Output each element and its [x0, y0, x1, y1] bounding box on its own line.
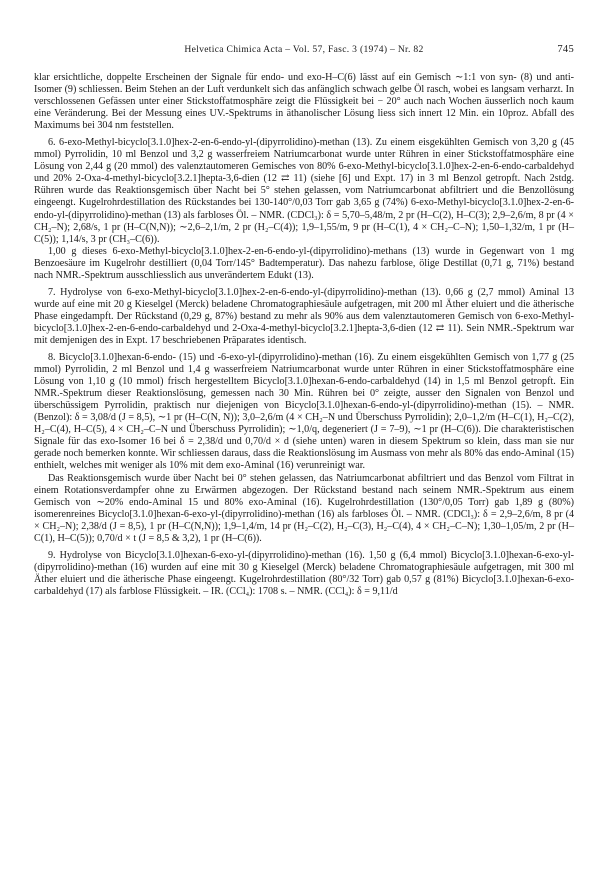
journal-citation: Helvetica Chimica Acta – Vol. 57, Fasc. 3 (1974) – Nr. 82	[184, 44, 424, 55]
paragraph-experiment-9: 9. Hydrolyse von Bicyclo[3.1.0]hexan-6-exo-yl-(dipyrrolidino)-methan (16). 1,50 g (6,4 mmol) Bicyclo[3.1.0]hexan-6-exo-yl-(dipyrrolidino)-methan (16) wurden auf eine mit 30 g Kieselgel (Merck) beladene Chromatographiesäule aufgetragen, mit 300 ml Äther eluiert und die ätherische Phase eingeengt. Kugelrohrdestillation (80°/32 Torr) gab 0,57 g (81%) Bicyclo[3.1.0]hexan-6-exo-carbaldehyd (17) als farblose Flüssigkeit. – IR. (CCl₄): 1708 s. – NMR. (CCl₄): δ = 9,11/d	[34, 549, 574, 597]
paragraph-experiment-6-distillation: 1,00 g dieses 6-exo-Methyl-bicyclo[3.1.0]hex-2-en-6-endo-yl-(dipyrrolidino)-methans (13) wurde in Gegenwart von 1 mg Benzoesäure im Kugelrohr destilliert (0,04 Torr/145° Badtemperatur). Das nahezu farblose, ölige Destillat (0,71 g, 71%) bestand nach NMR.-Spektrum ausschliesslich aus unverändertem Edukt (13).	[34, 245, 574, 281]
paragraph-experiment-6: 6. 6-exo-Methyl-bicyclo[3.1.0]hex-2-en-6-endo-yl-(dipyrrolidino)-methan (13). Zu einem eisgekühlten Gemisch von 3,20 g (45 mmol) Pyrrolidin, 10 ml Benzol und 3,2 g wasserfreiem Natriumcarbonat wurde unter Rühren in einer Stickstoffatmosphäre eine Lösung von 2,44 g (20 mmol) des valenztautomeren Gemisches von 80% 6-exo-Methyl-bicyclo[3.1.0]hex-2-en-6-endo-carbaldehyd und 20% 2-Oxa-4-methyl-bicyclo[3.2.1]hepta-3,6-dien (12 ⇄ 11) (siehe [6] und Expt. 17) in 3 ml Benzol getropft. Nach 2stdg. Rühren wurde das Reaktionsgemisch über Nacht bei 5° stehen gelassen, vom Natriumcarbonat abfiltriert und die Benzollösung eingeengt. Kugelrohrdestillation des Rückstandes bei 130-140°/0,03 Torr gab 3,65 g (74%) 6-exo-Methyl-bicyclo[3.1.0]hex-2-en-6-endo-yl-(dipyrrolidino)-methan (13) als farbloses Öl. – NMR. (CDCl₃): δ = 5,70–5,48/m, 2 pr (H–C(2), H–C(3); 2,9–2,6/m, 8 pr (4 × CH₂–N); 2,68/s, 1 pr (H–C(N,N)); ∼2,6–2,1/m, 2 pr (H₂–C(4)); 1,9–1,55/m, 9 pr (H–C(1), 4 × CH₂–C–N); 1,50–1,32/m, 1 pr (H–C(5)); 1,14/s, 3 pr (CH₃–C(6)).	[34, 137, 574, 245]
paragraph-continuation: klar ersichtliche, doppelte Erscheinen der Signale für endo- und exo-H–C(6) lässt auf ein Gemisch ∼1:1 von syn- (8) und anti-Isomer (9) schliessen. Beim Stehen an der Luft verdunkelt sich das anfänglich schwach gelbe Öl rasch, wobei es langsam verharzt. In verschlossenen Gefässen unter einer Stickstoffatmosphäre zeigt die Flüssigkeit bei − 20° auch nach Wochen äusserlich noch kaum eine Veränderung. Bei der Messung eines UV.-Spektrums in äthanolischer Lösung liess sich innert 12 Min. ein 10proz. Abfall des Maximums bei 304 nm feststellen.	[34, 72, 574, 132]
paragraph-experiment-8-workup: Das Reaktionsgemisch wurde über Nacht bei 0° stehen gelassen, das Natriumcarbonat abfiltriert und das Benzol vom Filtrat in einem Rotationsverdampfer ohne zu Erwärmen abgezogen. Der Rückstand bestand nach seinem NMR.-Spektrum aus einem Gemisch von ∼20% endo-Aminal 15 und 80% exo-Aminal (16). Kugelrohrdestillation (130°/0,05 Torr) gab 1,89 g (80%) isomerenreines Bicyclo[3.1.0]hexan-6-exo-yl-(dipyrrolidino)-methan (16) als farbloses Öl. – NMR. (CDCl₃): δ = 2,9–2,6/m, 8 pr (4 × CH₂–N); 2,38/d (J = 8,5), 1 pr (H–C(N,N)); 1,9–1,4/m, 14 pr (H₂–C(2), H₂–C(3), H₂–C(4), 4 × CH₂–C–N); 1,30–1,05/m, 2 pr (H–C(1), H–C(5)); 0,70/d × t (J = 8,5 & 3,2), 1 pr (H–C(6)).	[34, 472, 574, 544]
running-head	[34, 44, 574, 60]
journal-page	[34, 44, 574, 598]
article-body	[34, 72, 574, 598]
page-number: 745	[557, 44, 574, 55]
paragraph-experiment-8: 8. Bicyclo[3.1.0]hexan-6-endo- (15) und -6-exo-yl-(dipyrrolidino)-methan (16). Zu einem eisgekühlten Gemisch von 1,77 g (25 mmol) Pyrrolidin, 2 ml Benzol und 1,4 g wasserfreiem Natriumcarbonat wurde unter Rühren in einer Stickstoffatmosphäre eine Lösung von 1,10 g (10 mmol) frisch hergestelltem Bicyclo[3.1.0]hexan-6-endo-carbaldehyd (14) in 1,5 ml Benzol getropft. Ein NMR.-Spektrum dieser Reaktionslösung, gemessen nach 30 Min. Rühren bei 0° zeigte, ausser den Signalen von Benzol und überschüssigem Pyrrolidin, praktisch nur diejenigen von Bicyclo[3.1.0]hexan-6-endo-yl-(dipyrrolidino)-methan (15). – NMR. (Benzol): δ = 3,08/d (J = 8,5), ∼1 pr (H–C(N, N)); 3,0–2,6/m (4 × CH₂–N und Überschuss Pyrrolidin); 2,0–1,2/m (H–C(1), H₂–C(2), H₂–C(4), H–C(5), 4 × CH₂–C–N und Überschuss Pyrrolidin); ∼1,0/q, degeneriert (J = 7–9), ∼1 pr (H–C(6)). Die charakteristischen Signale für das exo-Isomer 16 bei δ = 2,38/d und 0,70/d × d (siehe unten) waren in diesem Spektrum so klein, dass man sie nur gerade noch bemerken konnte. Wir schliessen daraus, dass die Reaktionslösung im Ausmass von mehr als 80% das endo-Aminal (15) enthielt, welches mit weniger als 10% mit dem exo-Aminal (16) verunreinigt war.	[34, 352, 574, 472]
paragraph-experiment-7: 7. Hydrolyse von 6-exo-Methyl-bicyclo[3.1.0]hex-2-en-6-endo-yl-(dipyrrolidino)-methan (13). 0,66 g (2,7 mmol) Aminal 13 wurde auf eine mit 20 g Kieselgel (Merck) beladene Chromatographiesäule aufgetragen, mit 200 ml Äther eluiert und die ätherische Phase eingedampft. Der Rückstand (0,29 g, 87%) bestand zu mehr als 90% aus dem valenztautomeren Gemisch von 6-exo-Methyl-bicyclo[3.1.0]hex-2-en-6-endo-carbaldehyd und 2-Oxa-4-methyl-bicyclo[3.2.1]hepta-3,6-dien (12 ⇄ 11). Sein NMR.-Spektrum war mit demjenigen des in Expt. 17 beschriebenen Präparates identisch.	[34, 286, 574, 346]
